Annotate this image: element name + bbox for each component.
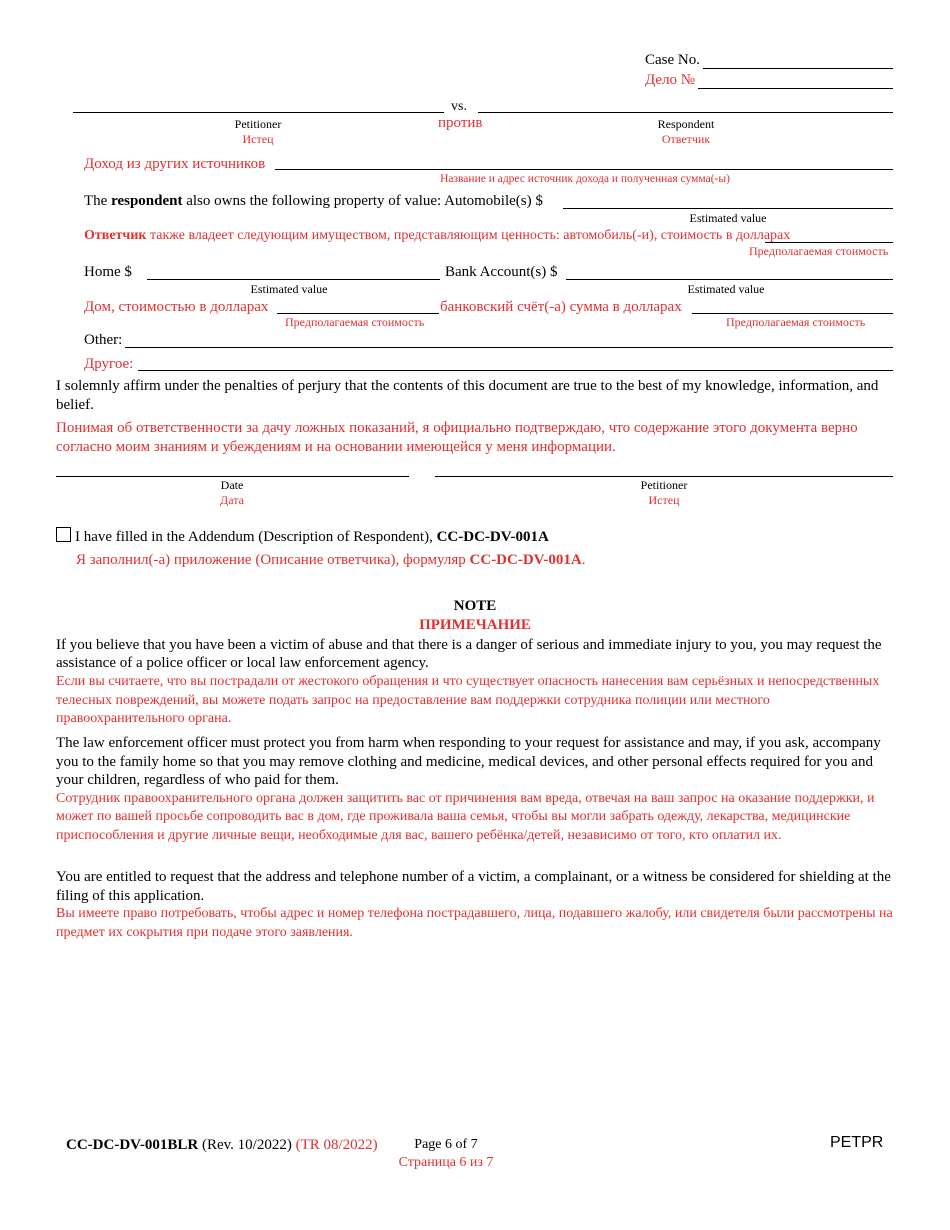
- note-paragraph-1: If you believe that you have been a victim of abuse and that there is a danger of serious and immediate injury to you, you may request the assistance of a police officer or local law enforcement agency.: [56, 637, 882, 671]
- bank-value-field-ru[interactable]: [692, 297, 893, 314]
- case-no-label-ru: Дело №: [645, 72, 696, 88]
- petitioner-signature-label: Petitioner: [640, 478, 688, 492]
- income-hint-ru: Название и адрес источник дохода и полученная сумма(-ы): [440, 173, 730, 185]
- home-value-field[interactable]: [147, 263, 440, 280]
- addendum-text: I have filled in the Addendum (Description of Respondent), CC-DC-DV-001A: [75, 529, 549, 545]
- respondent-name-field[interactable]: [478, 96, 893, 113]
- note-title-ru: ПРИМЕЧАНИЕ: [419, 617, 531, 633]
- home-label-ru: Дом, стоимостью в долларах: [84, 299, 269, 315]
- home-label: Home $: [84, 264, 132, 280]
- affirmation-text: I solemnly affirm under the penalties of perjury that the contents of this document are true to the best of my knowledge, information, and belief.: [56, 378, 879, 413]
- bank-estimated-label: Estimated value: [687, 282, 765, 296]
- note-paragraph-2: The law enforcement officer must protect you from harm when responding to your request for assistance and may, if you ask, accompany you to the family home so that you may remove clothing and medicine, medical devices, and other personal effects required for you and your children, regardless of who paid for them.: [56, 735, 881, 788]
- affirmation-text-ru: Понимая об ответственности за дачу ложных показаний, я официально подтверждаю, что содержание этого документа верно согласно моим знаниям и убеждениям и на основании имеющейся у меня информации.: [56, 420, 858, 455]
- note-paragraph-3-ru: Вы имеете право потребовать, чтобы адрес и номер телефона пострадавшего, лица, подавшего жалобу, или свидетеля были рассмотрены на предмет их сокрытия при подаче этого заявления.: [56, 906, 893, 940]
- respondent-label: Respondent: [657, 117, 715, 131]
- petitioner-label-ru: Истец: [242, 132, 274, 146]
- home-estimated-label: Estimated value: [250, 282, 328, 296]
- other-label: Other:: [84, 332, 123, 348]
- footer-page: Page 6 of 7: [414, 1137, 478, 1152]
- footer-code-right: PETPR: [830, 1134, 884, 1151]
- automobile-label: The respondent also owns the following property of value: Automobile(s) $: [84, 193, 543, 209]
- automobile-estimated-label-ru: Предполагаемая стоимость: [749, 244, 889, 258]
- vs-label: vs.: [451, 99, 467, 114]
- other-field-ru[interactable]: [138, 354, 893, 371]
- case-no-field-ru[interactable]: [698, 72, 893, 89]
- home-estimated-label-ru: Предполагаемая стоимость: [285, 315, 425, 329]
- note-paragraph-1-ru: Если вы считаете, что вы пострадали от жестокого обращения и что существует опасность нанесения вам серьёзных и непосредственных телесных повреждений, вы можете подать запрос на предоставление вам поддержки сотрудника полиции или местного правоохранительного органа.: [56, 674, 880, 726]
- date-label: Date: [220, 478, 244, 492]
- petitioner-name-field[interactable]: [73, 96, 444, 113]
- automobile-value-field[interactable]: [563, 192, 893, 209]
- case-no-label: Case No.: [645, 52, 700, 68]
- home-value-field-ru[interactable]: [277, 297, 439, 314]
- automobile-value-field-ru[interactable]: [765, 226, 893, 243]
- petitioner-signature-label-ru: Истец: [648, 493, 680, 507]
- date-field[interactable]: [56, 460, 409, 477]
- income-field[interactable]: [275, 153, 893, 170]
- petitioner-label: Petitioner: [234, 117, 282, 131]
- other-label-ru: Другое:: [84, 356, 134, 372]
- addendum-checkbox[interactable]: [56, 527, 71, 542]
- income-label-ru: Доход из других источников: [84, 156, 266, 172]
- addendum-text-ru: Я заполнил(-а) приложение (Описание ответчика), формуляр CC-DC-DV-001A.: [76, 552, 586, 568]
- date-label-ru: Дата: [220, 493, 244, 507]
- bank-estimated-label-ru: Предполагаемая стоимость: [726, 315, 866, 329]
- automobile-estimated-label: Estimated value: [689, 211, 767, 225]
- note-title: NOTE: [453, 598, 497, 614]
- respondent-label-ru: Ответчик: [661, 132, 711, 146]
- bank-label-ru: банковский счёт(-а) сумма в долларах: [440, 299, 682, 315]
- note-paragraph-2-ru: Сотрудник правоохранительного органа должен защитить вас от причинения вам вреда, отвечая на ваш запрос на оказание поддержки, и может по вашей просьбе сопроводить вас в дом, где проживала ваша семья, чтобы вы могли забрать одежду, лекарства, медицинские приспособления и другие личные вещи, необходимые для вас, вашего ребёнка/детей, независимо от того, кто оплатил их.: [56, 791, 875, 843]
- footer-form-code: CC-DC-DV-001BLR (Rev. 10/2022) (TR 08/2022): [66, 1137, 378, 1153]
- other-field[interactable]: [125, 331, 893, 348]
- case-no-field[interactable]: [703, 52, 893, 69]
- vs-label-ru: против: [438, 115, 483, 131]
- note-paragraph-3: You are entitled to request that the address and telephone number of a victim, a complainant, or a witness be considered for shielding at the filing of this application.: [56, 869, 891, 904]
- footer-page-ru: Страница 6 из 7: [398, 1155, 494, 1170]
- bank-label: Bank Account(s) $: [445, 264, 558, 280]
- bank-value-field[interactable]: [566, 263, 893, 280]
- petitioner-signature-field[interactable]: [435, 460, 893, 477]
- automobile-label-ru: Ответчик также владеет следующим имуществом, представляющим ценность: автомобиль(-и), стоимость в долларах: [84, 228, 791, 243]
